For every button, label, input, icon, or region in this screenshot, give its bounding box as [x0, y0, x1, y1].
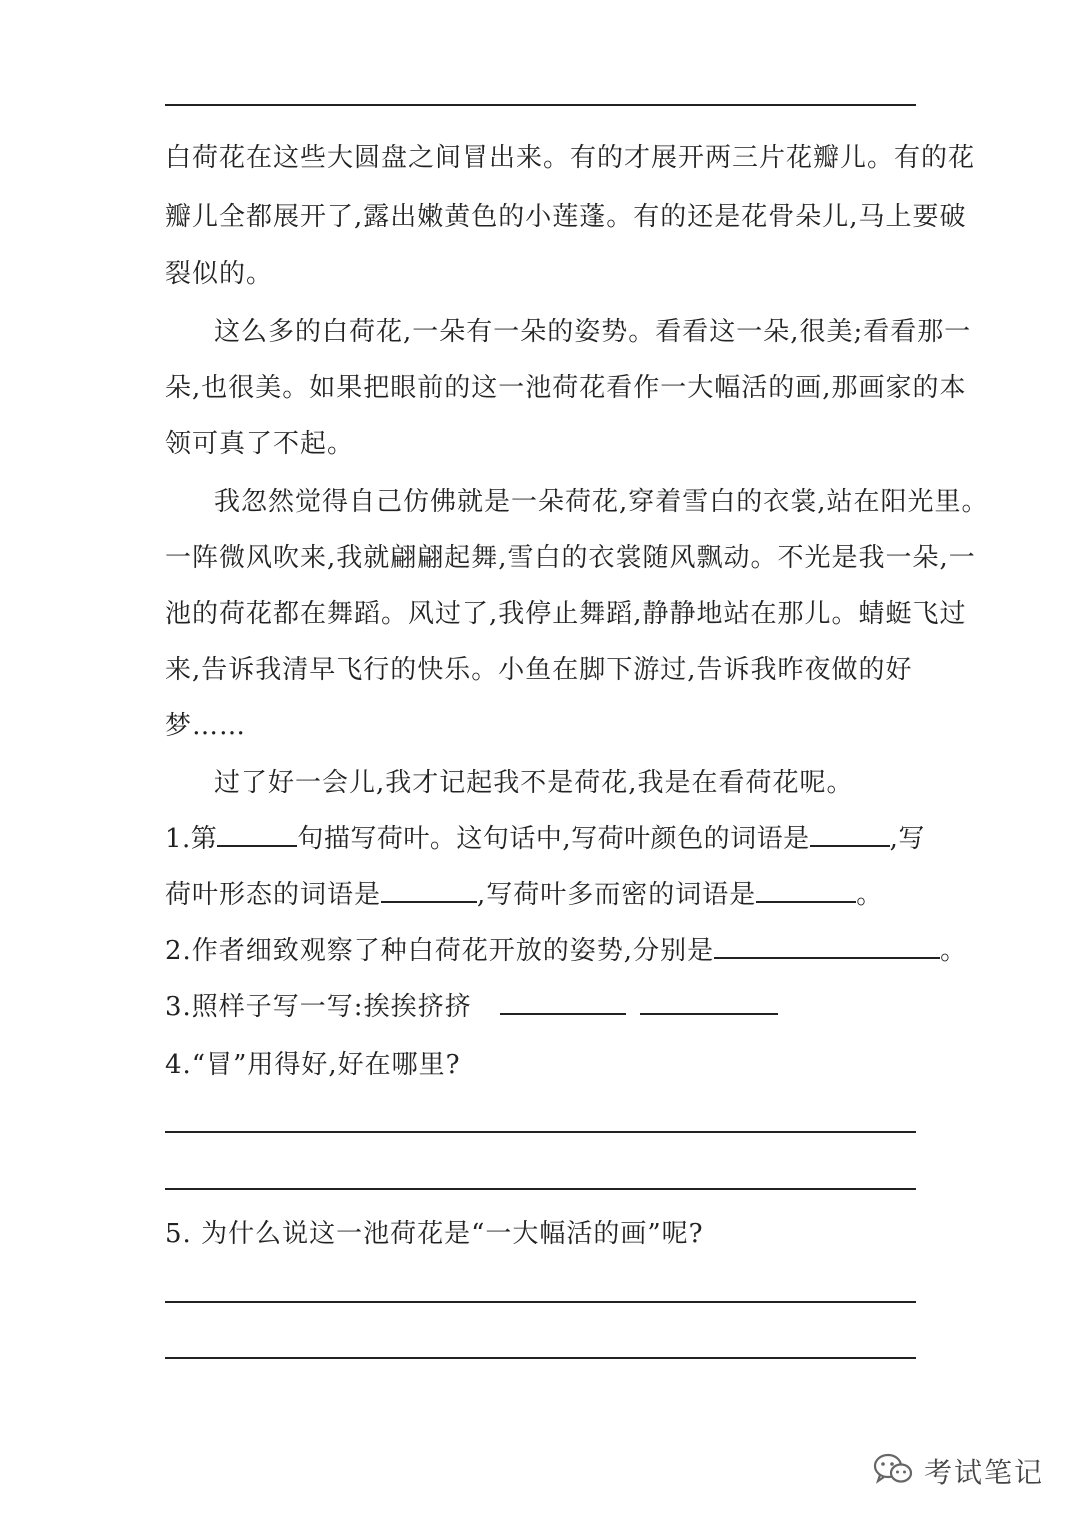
passage-line: 白荷花在这些大圆盘之间冒出来。有的才展开两三片花瓣儿。有的花	[165, 143, 976, 173]
watermark-text: 考试笔记	[923, 1456, 1044, 1489]
answer-blank[interactable]	[756, 879, 856, 903]
passage-line: 梦……	[165, 711, 247, 741]
question-5: 5. 为什么说这一池荷花是“一大幅活的画”呢?	[165, 1219, 704, 1249]
answer-blank[interactable]	[381, 879, 477, 903]
question-1-cont	[165, 879, 925, 911]
passage-line: 一阵微风吹来,我就翩翩起舞,雪白的衣裳随风飘动。不光是我一朵,一	[165, 543, 976, 573]
passage-line: 瓣儿全都展开了,露出嫩黄色的小莲蓬。有的还是花骨朵儿,马上要破	[165, 202, 967, 232]
passage-line: 来,告诉我清早飞行的快乐。小鱼在脚下游过,告诉我昨夜做的好	[165, 655, 913, 685]
question-1-text: ,写荷叶多而密的词语是	[477, 880, 757, 910]
passage-line: 池的荷花都在舞蹈。风过了,我停止舞蹈,静静地站在那儿。蜻蜓飞过	[165, 599, 967, 629]
question-1-text: 荷叶形态的词语是	[165, 880, 382, 910]
answer-blank[interactable]	[714, 935, 940, 959]
answer-blank[interactable]	[217, 823, 297, 847]
question-1-text: 句描写荷叶。这句话中,写荷叶颜色的词语是	[297, 824, 810, 854]
passage-line: 裂似的。	[165, 259, 274, 289]
question-3-text: 3.照样子写一写:挨挨挤挤	[165, 992, 472, 1022]
answer-blank[interactable]	[500, 991, 626, 1015]
question-2	[165, 935, 968, 967]
question-1	[165, 823, 925, 855]
watermark	[872, 1451, 1044, 1491]
question-1-text: 1.第	[165, 824, 218, 854]
answer-line[interactable]	[165, 1301, 916, 1303]
answer-line[interactable]	[165, 1188, 916, 1190]
top-rule	[165, 104, 916, 106]
passage-line: 这么多的白荷花,一朵有一朵的姿势。看看这一朵,很美;看看那一	[214, 317, 972, 347]
question-2-text: 。	[940, 936, 968, 966]
question-1-text: ,写	[889, 824, 925, 854]
question-3	[165, 991, 925, 1023]
passage-line: 我忽然觉得自己仿佛就是一朵荷花,穿着雪白的衣裳,站在阳光里。	[214, 487, 989, 517]
answer-blank[interactable]	[640, 991, 778, 1015]
question-1-text: 。	[856, 880, 884, 910]
answer-line[interactable]	[165, 1131, 916, 1133]
question-4: 4.“冒”用得好,好在哪里?	[165, 1050, 461, 1080]
question-2-text: 2.作者细致观察了种白荷花开放的姿势,分别是	[165, 936, 715, 966]
answer-blank[interactable]	[810, 823, 890, 847]
passage-line: 领可真了不起。	[165, 429, 355, 459]
wechat-icon	[872, 1451, 914, 1491]
passage-line: 朵,也很美。如果把眼前的这一池荷花看作一大幅活的画,那画家的本	[165, 373, 967, 403]
passage-line: 过了好一会儿,我才记起我不是荷花,我是在看荷花呢。	[214, 768, 854, 798]
answer-line[interactable]	[165, 1357, 916, 1359]
